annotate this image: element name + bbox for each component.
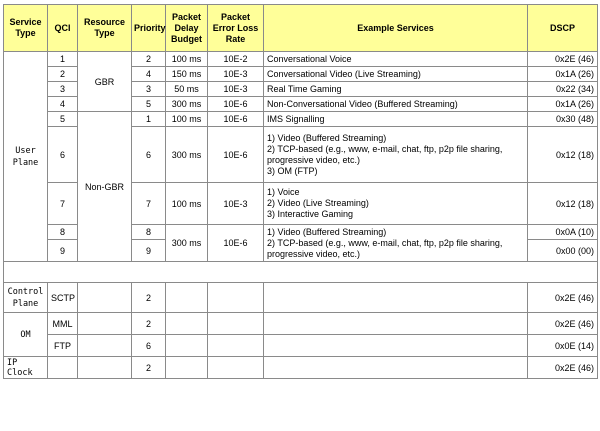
- services-cell: [264, 183, 528, 225]
- qci-cell: 4: [48, 97, 78, 112]
- header-resource-type: Resource Type: [78, 5, 132, 52]
- qci-cell: 3: [48, 82, 78, 97]
- delay-cell: [166, 283, 208, 313]
- services-cell: [264, 335, 528, 357]
- delay-cell: 150 ms: [166, 67, 208, 82]
- qci-cell: 2: [48, 67, 78, 82]
- qci-cell: 6: [48, 127, 78, 183]
- delay-cell: 100 ms: [166, 52, 208, 67]
- loss-cell: 10E-3: [208, 67, 264, 82]
- loss-cell: [208, 335, 264, 357]
- loss-cell: 10E-6: [208, 127, 264, 183]
- delay-cell: 300 ms: [166, 127, 208, 183]
- dscp-cell: 0x00 (00): [528, 240, 598, 262]
- dscp-cell: 0x2E (46): [528, 283, 598, 313]
- resource-type-cell: [78, 357, 132, 379]
- delay-cell: [166, 313, 208, 335]
- priority-cell: 3: [132, 82, 166, 97]
- services-cell: Conversational Video (Live Streaming): [264, 67, 528, 82]
- dscp-cell: 0x2E (46): [528, 52, 598, 67]
- resource-type-cell: [78, 283, 132, 313]
- services-cell: IMS Signalling: [264, 112, 528, 127]
- header-qci: QCI: [48, 5, 78, 52]
- resource-type-cell: [78, 335, 132, 357]
- priority-cell: 5: [132, 97, 166, 112]
- header-packet-delay-budget: Packet Delay Budget: [166, 5, 208, 52]
- services-cell: [264, 225, 528, 262]
- table-row: [4, 283, 598, 313]
- delay-cell: 300 ms: [166, 97, 208, 112]
- resource-type-cell: [78, 313, 132, 335]
- delay-cell: 50 ms: [166, 82, 208, 97]
- priority-cell: 8: [132, 225, 166, 240]
- dscp-cell: 0x2E (46): [528, 313, 598, 335]
- priority-cell: 2: [132, 357, 166, 379]
- table-row: [4, 52, 598, 67]
- header-packet-error-loss-rate: Packet Error Loss Rate: [208, 5, 264, 52]
- services-cell: [264, 313, 528, 335]
- service-type-control-plane: Control Plane: [4, 283, 48, 313]
- priority-cell: 9: [132, 240, 166, 262]
- priority-cell: 6: [132, 335, 166, 357]
- delay-cell: 100 ms: [166, 112, 208, 127]
- service-type-ip-clock: IP Clock: [4, 357, 48, 379]
- header-priority: Priority: [132, 5, 166, 52]
- priority-cell: 6: [132, 127, 166, 183]
- qci-cell: SCTP: [48, 283, 78, 313]
- dscp-cell: 0x12 (18): [528, 127, 598, 183]
- delay-cell: 100 ms: [166, 183, 208, 225]
- dscp-cell: 0x2E (46): [528, 357, 598, 379]
- services-cell: Conversational Voice: [264, 52, 528, 67]
- services-cell: [264, 283, 528, 313]
- service-line: 1) Video (Buffered Streaming): [267, 132, 387, 143]
- priority-cell: 1: [132, 112, 166, 127]
- qci-cell: 1: [48, 52, 78, 67]
- service-line: 2) TCP-based (e.g., www, e-mail, chat, ftp, p2p file sharing, progressive video, etc.): [267, 143, 503, 165]
- header-dscp: DSCP: [528, 5, 598, 52]
- loss-cell: [208, 313, 264, 335]
- qci-cell: FTP: [48, 335, 78, 357]
- dscp-cell: 0x1A (26): [528, 97, 598, 112]
- delay-cell: [166, 357, 208, 379]
- service-line: 2) Video (Live Streaming): [267, 198, 369, 208]
- priority-cell: 2: [132, 283, 166, 313]
- qci-cell: 7: [48, 183, 78, 225]
- qci-cell: 9: [48, 240, 78, 262]
- table-row: [4, 313, 598, 335]
- dscp-cell: 0x12 (18): [528, 183, 598, 225]
- table-row: [4, 357, 598, 379]
- service-type-user-plane: User Plane: [4, 52, 48, 262]
- priority-cell: 4: [132, 67, 166, 82]
- loss-cell: 10E-3: [208, 183, 264, 225]
- dscp-cell: 0x22 (34): [528, 82, 598, 97]
- loss-cell: 10E-3: [208, 82, 264, 97]
- blank-cell: [4, 262, 598, 283]
- resource-type-gbr: GBR: [78, 52, 132, 112]
- priority-cell: 2: [132, 313, 166, 335]
- table-row: [4, 112, 598, 127]
- services-cell: [264, 127, 528, 183]
- qci-cell: [48, 357, 78, 379]
- services-cell: Non-Conversational Video (Buffered Streaming): [264, 97, 528, 112]
- qci-cell: MML: [48, 313, 78, 335]
- dscp-cell: 0x1A (26): [528, 67, 598, 82]
- service-line: 2) TCP-based (e.g., www, e-mail, chat, ftp, p2p file sharing, progressive video, etc.): [267, 237, 503, 259]
- dscp-cell: 0x0E (14): [528, 335, 598, 357]
- service-type-om: OM: [4, 313, 48, 357]
- services-cell: Real Time Gaming: [264, 82, 528, 97]
- loss-cell: [208, 283, 264, 313]
- blank-row: [4, 262, 598, 283]
- delay-cell: [166, 335, 208, 357]
- qci-table: [3, 4, 598, 379]
- service-line: 1) Video (Buffered Streaming): [267, 226, 387, 237]
- dscp-cell: 0x30 (48): [528, 112, 598, 127]
- header-row: [4, 5, 598, 52]
- dscp-cell: 0x0A (10): [528, 225, 598, 240]
- loss-cell: 10E-6: [208, 112, 264, 127]
- header-service-type: Service Type: [4, 5, 48, 52]
- priority-cell: 2: [132, 52, 166, 67]
- loss-cell: 10E-2: [208, 52, 264, 67]
- service-line: 3) Interactive Gaming: [267, 209, 354, 219]
- service-line: 1) Voice: [267, 187, 300, 197]
- table-row: [4, 335, 598, 357]
- header-example-services: Example Services: [264, 5, 528, 52]
- delay-cell: 300 ms: [166, 225, 208, 262]
- loss-cell: [208, 357, 264, 379]
- services-cell: [264, 357, 528, 379]
- loss-cell: 10E-6: [208, 97, 264, 112]
- priority-cell: 7: [132, 183, 166, 225]
- service-line: 3) OM (FTP): [267, 165, 318, 176]
- qci-cell: 5: [48, 112, 78, 127]
- loss-cell: 10E-6: [208, 225, 264, 262]
- qci-cell: 8: [48, 225, 78, 240]
- resource-type-non-gbr: Non-GBR: [78, 112, 132, 262]
